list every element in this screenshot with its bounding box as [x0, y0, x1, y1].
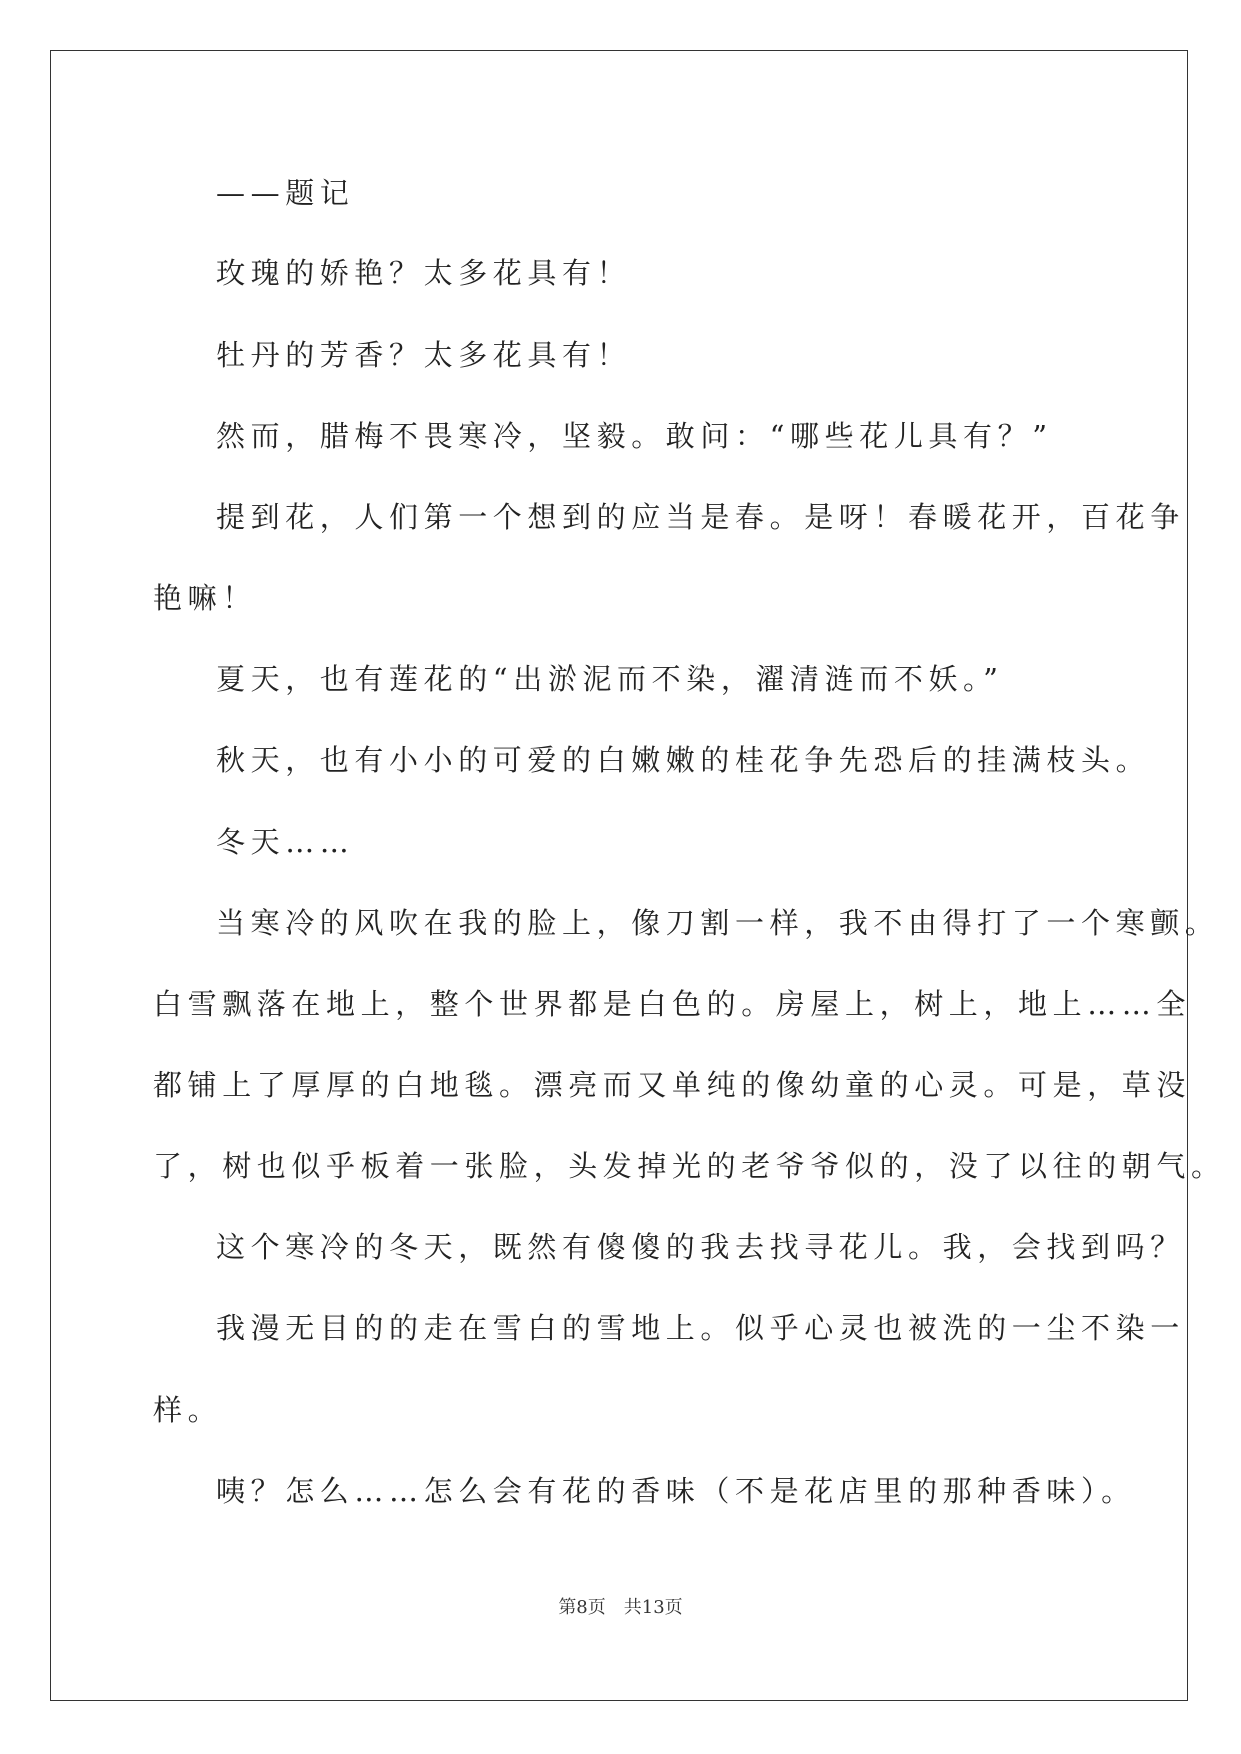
page-footer — [0, 1596, 1241, 1620]
paragraph-line: 牡丹的芳香？太多花具有！ — [216, 338, 632, 372]
paragraph-line: 都铺上了厚厚的白地毯。漂亮而又单纯的像幼童的心灵。可是，草没 — [153, 1068, 1192, 1102]
paragraph-line: 咦？怎么……怎么会有花的香味（不是花店里的那种香味）。 — [216, 1474, 1136, 1508]
paragraph-line: 当寒冷的风吹在我的脸上，像刀割一样，我不由得打了一个寒颤。 — [216, 906, 1220, 940]
paragraph-line: 白雪飘落在地上，整个世界都是白色的。房屋上，树上，地上……全 — [153, 987, 1192, 1021]
paragraph-line: 提到花，人们第一个想到的应当是春。是呀！春暖花开，百花争 — [216, 500, 1185, 534]
paragraph-line: 夏天，也有莲花的“出淤泥而不染，濯清涟而不妖。” — [216, 662, 1004, 696]
page-number: 第8页 — [558, 1597, 606, 1618]
paragraph-line: 秋天，也有小小的可爱的白嫩嫩的桂花争先恐后的挂满枝头。 — [216, 743, 1151, 777]
paragraph-line: 冬天…… — [216, 825, 355, 859]
paragraph-line: 然而，腊梅不畏寒冷，坚毅。敢问：“哪些花儿具有？” — [216, 419, 1053, 453]
paragraph-line: 我漫无目的的走在雪白的雪地上。似乎心灵也被洗的一尘不染一 — [216, 1311, 1185, 1345]
paragraph-line: 这个寒冷的冬天，既然有傻傻的我去找寻花儿。我，会找到吗？ — [216, 1230, 1185, 1264]
paragraph-line: 玫瑰的娇艳？太多花具有！ — [216, 256, 632, 290]
paragraph-line: 样。 — [153, 1393, 223, 1427]
page-total: 共13页 — [623, 1597, 683, 1618]
paragraph-line: 艳嘛！ — [153, 581, 257, 615]
epigraph-attribution: ——题记 — [216, 176, 355, 210]
paragraph-line: 了，树也似乎板着一张脸，头发掉光的老爷爷似的，没了以往的朝气。 — [153, 1149, 1226, 1183]
page-frame — [50, 50, 1188, 1701]
